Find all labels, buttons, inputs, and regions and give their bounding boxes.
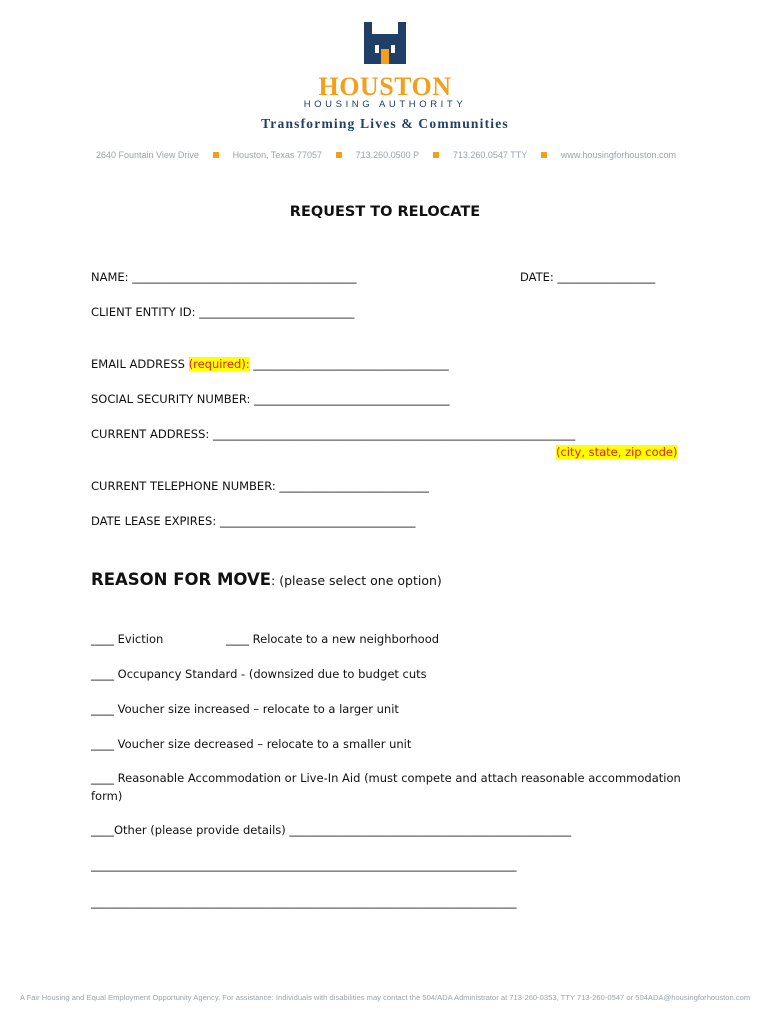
option-occupancy-standard[interactable]: ____ Occupancy Standard - (downsized due to budget cuts <box>91 667 427 681</box>
footer-disclaimer: A Fair Housing and Equal Employment Opportunity Agency. For assistance: Individuals with disabilities may contact the 504/ADA Administrator at 713-260-0353, TTY 713-260-0547 or 504ADA@housingforhouston.com <box>19 993 751 1002</box>
option-other[interactable]: ____Other (please provide details) _________________________________________________ <box>91 823 572 837</box>
option-voucher-decreased[interactable]: ____ Voucher size decreased – relocate to a smaller unit <box>91 737 412 751</box>
ssn-field[interactable]: SOCIAL SECURITY NUMBER: __________________________________ <box>91 392 450 406</box>
email-blank: __________________________________ <box>249 357 449 371</box>
reason-heading-instruction: : (please select one option) <box>271 573 442 588</box>
email-field[interactable] <box>91 357 449 371</box>
contact-website[interactable]: www.housingforhouston.com <box>560 150 676 160</box>
email-label: EMAIL ADDRESS <box>91 357 189 371</box>
address-hint <box>556 445 677 459</box>
contact-bar <box>96 150 676 160</box>
email-required-note: (required): <box>188 357 250 371</box>
separator-square-icon <box>433 152 439 158</box>
option-reasonable-accommodation-cont: form) <box>91 789 123 803</box>
brand-subtitle: HOUSING AUTHORITY <box>303 99 467 110</box>
contact-tty: 713.260.0547 TTY <box>452 150 528 160</box>
details-line-1[interactable]: __________________________________________________________________________ <box>91 858 517 872</box>
option-reasonable-accommodation[interactable]: ____ Reasonable Accommodation or Live-In Aid (must compete and attach reasonable accommodation <box>91 771 681 785</box>
current-phone-field[interactable]: CURRENT TELEPHONE NUMBER: __________________________ <box>91 479 429 493</box>
brand-name: HOUSTON <box>318 72 452 101</box>
option-eviction[interactable]: ____ Eviction <box>91 632 164 646</box>
details-line-2[interactable]: __________________________________________________________________________ <box>91 895 517 909</box>
separator-square-icon <box>213 152 219 158</box>
contact-address: 2640 Fountain View Drive <box>96 150 199 160</box>
client-entity-id-field[interactable]: CLIENT ENTITY ID: ___________________________ <box>91 305 355 319</box>
tagline: Transforming Lives & Communities <box>261 116 509 131</box>
separator-square-icon <box>336 152 342 158</box>
contact-city: Houston, Texas 77057 <box>232 150 322 160</box>
page-title: REQUEST TO RELOCATE <box>289 204 481 220</box>
reason-heading-title: REASON FOR MOVE <box>91 570 272 589</box>
housing-authority-logo-icon <box>364 22 406 66</box>
option-voucher-increased[interactable]: ____ Voucher size increased – relocate to a larger unit <box>91 702 399 716</box>
option-new-neighborhood[interactable]: ____ Relocate to a new neighborhood <box>226 632 440 646</box>
current-address-field[interactable]: CURRENT ADDRESS: _______________________________________________________________ <box>91 427 576 441</box>
name-field[interactable]: NAME: _______________________________________ <box>91 270 357 284</box>
date-field[interactable]: DATE: _________________ <box>520 270 656 284</box>
separator-square-icon <box>541 152 547 158</box>
reason-heading <box>91 570 442 589</box>
lease-expiry-field[interactable]: DATE LEASE EXPIRES: __________________________________ <box>91 514 416 528</box>
address-hint-text: (city, state, zip code) <box>556 445 678 459</box>
contact-phone: 713.260.0500 P <box>355 150 420 160</box>
